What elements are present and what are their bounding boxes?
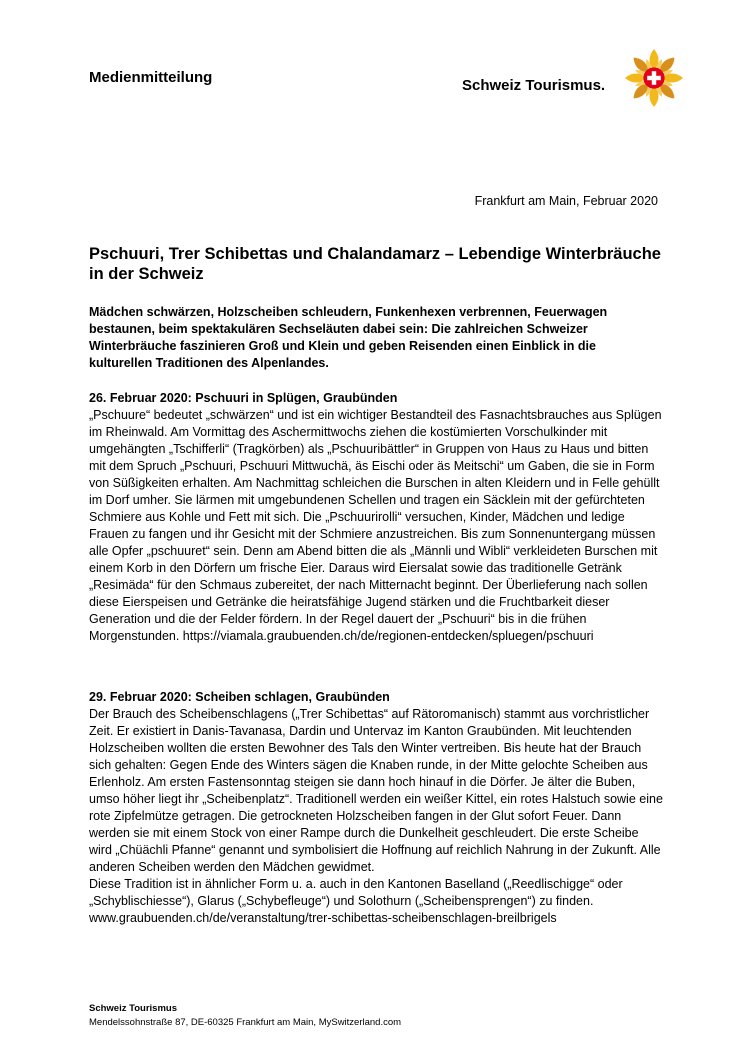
footer-organization: Schweiz Tourismus xyxy=(89,1003,177,1014)
section-body-continued: Diese Tradition ist in ähnlicher Form u. a. auch in den Kantonen Baselland („Reedlischigge“ oder „Schyblischiesse“), Glarus („Schybefleuge“) und Solothurn („Scheibensprengen“) zu finden. www.graubuenden.ch/de/veranstaltung/trer-schibettas-scheibenschlagen-breilbrigels xyxy=(89,877,623,925)
section-body: Der Brauch des Scheibenschlagens („Trer Schibettas“ auf Rätoromanisch) stammt aus vorchristlicher Zeit. Er existiert in Danis-Tavanasa, Dardin und Untervaz im Kanton Graubünden. Mit leuchtenden Holzscheiben wollten die ersten Bewohner des Tals den Winter vertreiben. Bis heute hat der Brauch sich gehalten: Gegen Ende des Winters sägen die Knaben runde, in der Mitte gelochte Scheiben aus Erlenholz. Am ersten Fastensonntag steigen sie dann hoch hinauf in die Dörfer. Je älter die Buben, umso höher liegt ihr „Scheibenplatz“. Traditionell werden ein weißer Kittel, ein rotes Halstuch sowie eine rote Zipfelmütze getragen. Die getrockneten Holzscheiben fangen in der Glut sofort Feuer. Dann werden sie mit einem Stock von einer Rampe durch die Dunkelheit geschleudert. Die erste Scheibe wird „Chüächli Pfanne“ genannt und symbolisiert die Hoffnung auf reichlich Nahrung in der Zukunft. Alle anderen Scheiben werden den Mädchen gewidmet. xyxy=(89,707,663,874)
section-body: „Pschuure“ bedeutet „schwärzen“ und ist ein wichtiger Bestandteil des Fasnachtsbrauches aus Splügen im Rheinwald. Am Vormittag des Aschermittwochs ziehen die kostümierten Vorschulkinder mit umgehängten „Tschifferli“ (Tragkörben) als „Pschuuribättler“ in Gruppen von Haus zu Haus und bitten mit dem Spruch „Pschuuri, Pschuuri Mittwuchä, äs Eischi oder äs Meitschi“ um Gaben, die sie in Form von Süßigkeiten erhalten. Am Nachmittag schleichen die Burschen in alten Kleidern und in Felle gehüllt im Dorf umher. Sie lärmen mit umgebundenen Schellen und tragen ein Säcklein mit der gefürchteten Schmiere aus Kohle und Fett mit sich. Die „Pschuurirolli“ versuchen, Kinder, Mädchen und ledige Frauen zu fangen und ihr Gesicht mit der Schmiere anzustreichen. Bis zum Sonnenuntergang müssen alle Opfer „pschuuret“ sein. Denn am Abend bitten die als „Männli und Wibli“ verkleideten Burschen mit einem Korb in den Dörfern um frische Eier. Daraus wird Eiersalat sowie das traditionelle Getränk „Resimäda“ für den Schmaus zubereitet, der nach Mitternacht beginnt. Der Überlieferung nach sollen diese Eierspeisen und Getränke die heiratsfähige Jugend stärken und die Fruchtbarkeit dieser Generation und die der Felder fördern. In der Regel dauert der „Pschuuri“ bis in die frühen Morgenstunden. https://viamala.graubuenden.ch/de/regionen-entdecken/spluegen/pschuuri xyxy=(89,408,662,643)
document-type-label: Medienmitteilung xyxy=(89,69,213,86)
section-heading: 29. Februar 2020: Scheiben schlagen, Graubünden xyxy=(89,690,390,704)
lead-paragraph: Mädchen schwärzen, Holzscheiben schleudern, Funkenhexen verbrennen, Feuerwagen bestaunen, beim spektakulären Sechseläuten dabei sein: Die zahlreichen Schweizer Winterbräuche faszinieren Groß und Klein und geben Reisenden einen Einblick in die kulturellen Traditionen des Alpenlandes. xyxy=(89,305,608,370)
dateline: Frankfurt am Main, Februar 2020 xyxy=(474,194,658,208)
section-heading: 26. Februar 2020: Pschuuri in Splügen, Graubünden xyxy=(89,391,398,405)
logo-cross-horizontal xyxy=(647,76,661,80)
footer-address: Mendelssohnstraße 87, DE-60325 Frankfurt am Main, MySwitzerland.com xyxy=(89,1017,402,1028)
swiss-flower-logo-icon xyxy=(625,44,683,112)
footer xyxy=(89,1002,401,1030)
brand-name: Schweiz Tourismus. xyxy=(462,77,606,94)
section-scheiben-schlagen xyxy=(89,689,664,927)
page-title: Pschuuri, Trer Schibettas und Chalandamarz – Lebendige Winterbräuche in der Schweiz xyxy=(89,245,661,283)
section-pschuuri xyxy=(89,390,664,645)
